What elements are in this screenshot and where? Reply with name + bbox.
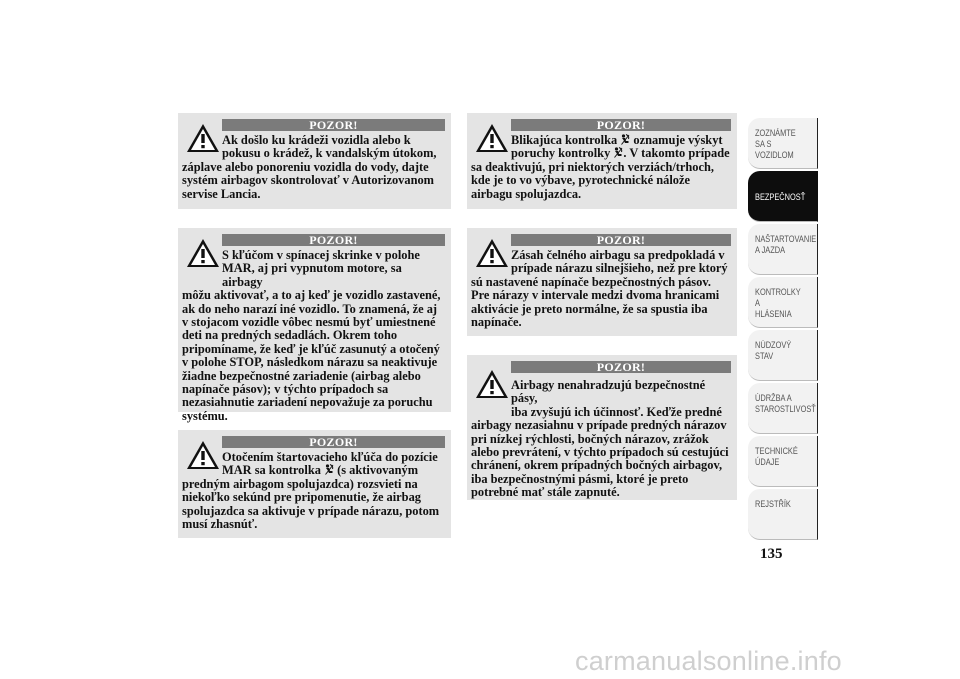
warning-paragraph: airbagy nezasiahnu v prípade predných nárazov pri nízkej rýchlosti, bočných nárazov, zrážok alebo prevrátení, v týchto prípadoch sú cestujúci chránení, okrem prípadných bočných airbagov, iba bezpečnostnými pásmi, ktoré je preto potrebné mať stále zapnuté. [471,418,729,500]
warning-line: prípade nárazu silnejšieho, než pre ktorý [511,261,728,276]
tab-label: ZOZNÁMTE SA S VOZIDLOM [755,128,796,161]
warning-box-seatbelts [467,355,737,500]
tab-label: NÚDZOVÝ STAV [755,340,792,362]
warning-line: poruchy kontrolky [511,146,611,161]
warning-line: S kľúčom v spínacej skrinke v polohe [222,248,420,262]
warning-title: POZOR! [222,436,445,448]
warning-line: Zásah čelného airbagu sa predpokladá v [511,248,725,262]
tab-label: REJSTŘÍK [755,499,791,510]
warning-title: POZOR! [511,234,731,246]
warning-line: oznamuje výskyt [633,133,723,147]
warning-title: POZOR! [511,119,731,131]
warning-line: Ak došlo ku krádeži vozidla alebo k [222,133,411,147]
warning-line: iba zvyšujú ich účinnosť. Keďže predné [511,404,722,419]
warning-paragraph: sú nastavené napínače bezpečnostných pásov. Pre nárazy v intervale medzi dvoma hranicami aktivácie je preto normálne, že sa spustia iba napínače. [471,274,720,330]
warning-title: POZOR! [511,361,731,373]
passenger-airbag-icon [613,147,623,158]
tab-label: TECHNICKÉ ÚDAJE [755,446,798,468]
warning-title: POZOR! [222,119,445,131]
passenger-airbag-icon [324,464,334,475]
tab-safety[interactable] [748,171,818,222]
warning-paragraph: môžu aktivovať, a to aj keď je vozidlo zastavené, ak do neho narazí iné vozidlo. To znamená, že aj v stojacom vozidle vôbec nesmú byť umiestnené deti na predných sedadlách. Okrem toho pripomíname, že keď je kľúč zasunutý a otočený v polohe STOP, následkom nárazu sa neaktivuje žiadne bezpečnostné zariadenie (airbag alebo napínače pásov); v týchto prípadoch sa nezasiahnutie zariadení nepovažuje za poruchu systému. [182,288,441,423]
warning-line: pokusu o krádež, k vandalským útokom, [222,146,437,161]
warning-line: . V takomto prípade [623,146,730,161]
passenger-airbag-icon [620,134,630,145]
warning-paragraph: záplave alebo ponoreniu vozidla do vody, dajte systém airbagov skontrolovať v Autorizovanom servise Lancia. [182,159,434,201]
warning-text [182,249,445,423]
tab-technical-data[interactable] [748,436,818,487]
warning-box-ignition [178,430,451,538]
warning-line: (s aktivovaným [337,463,419,478]
warning-line: MAR, aj pri vypnutom motore, sa airbagy [222,261,402,289]
tab-maintenance[interactable] [748,383,818,434]
page-number: 135 [760,546,783,562]
warning-line: MAR sa kontrolka [222,463,321,478]
warning-text [471,134,731,201]
warning-box-theft [178,113,451,209]
warning-paragraph: predným airbagom spolujazdca) rozsvieti na niekoľko sekúnd pre pripomenutie, že airbag spolujazdca sa aktivuje v prípade nárazu, potom musí zhasnúť. [182,476,440,532]
warning-text [471,379,731,500]
warning-text [471,249,731,329]
warning-line: Airbagy nenahradzujú bezpečnostné pásy, [511,378,706,406]
warning-title: POZOR! [222,234,445,246]
warning-box-frontal-airbag [467,228,737,336]
warning-line: Blikajúca kontrolka [511,133,618,147]
chapter-tabs [748,118,818,542]
tab-warning-lights[interactable] [748,277,818,328]
tab-label: BEZPEČNOSŤ [755,192,806,203]
warning-box-key-position [178,228,451,423]
tab-label: ÚDRŽBA A STAROSTLIVOSŤ [755,393,816,415]
warning-text [182,134,445,201]
tab-label: NAŠTARTOVANIE A JAZDA [755,234,817,256]
warning-text [182,451,445,531]
tab-index[interactable] [748,489,818,540]
warning-box-blinking-lamp [467,113,737,209]
tab-vehicle-intro[interactable] [748,118,818,169]
warning-line: Otočením štartovacieho kľúča do pozície [222,450,438,464]
watermark: carmanualsonline.info [575,646,842,676]
warning-paragraph: sa deaktivujú, pri niektorých verziách/trhoch, kde je to vo výbave, pyrotechnické nálože airbagu spolujazdca. [471,159,714,201]
tab-emergency[interactable] [748,330,818,381]
tab-label: KONTROLKY A HLÁSENIA [755,287,801,320]
tab-starting-driving[interactable] [748,224,818,275]
